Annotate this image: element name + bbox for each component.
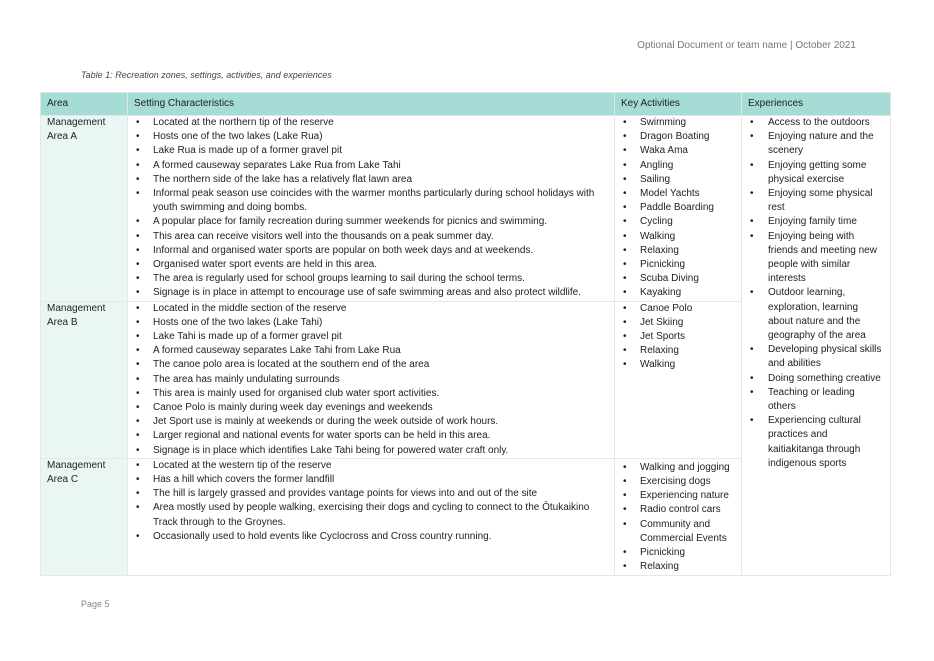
experiences-cell xyxy=(742,116,891,576)
experience-item: • Enjoying some physical rest xyxy=(748,187,884,215)
setting-item: • Has a hill which covers the former landfill xyxy=(134,473,608,487)
setting-item: • Informal peak season use coincides with the warmer months particularly during school holidays with youth swimming and doing bombs. xyxy=(134,187,608,215)
setting-item: • Signage is in place in attempt to encourage use of safe swimming areas and also protect wildlife. xyxy=(134,286,608,300)
activities-list xyxy=(621,302,735,373)
area-label: Management Area B xyxy=(47,302,106,328)
activity-item: • Relaxing xyxy=(621,344,735,358)
experience-item: • Enjoying family time xyxy=(748,215,884,229)
activities-cell xyxy=(615,458,742,575)
activity-item: • Cycling xyxy=(621,215,735,229)
setting-item: • Area mostly used by people walking, exercising their dogs and cycling to connect to the Ōtukaikino Track through to the Groynes. xyxy=(134,501,608,529)
table-header-row xyxy=(41,93,891,116)
activity-item: • Relaxing xyxy=(621,560,735,574)
activity-item: • Walking and jogging xyxy=(621,461,735,475)
setting-item: • The area is regularly used for school groups learning to sail during the school terms. xyxy=(134,272,608,286)
document-header: Optional Document or team name | October 2021 xyxy=(637,40,856,51)
experience-item: • Enjoying being with friends and meeting new people with similar interests xyxy=(748,230,884,287)
activity-item: • Picnicking xyxy=(621,258,735,272)
activity-item: • Canoe Polo xyxy=(621,302,735,316)
settings-cell xyxy=(128,458,615,575)
setting-item: • Informal and organised water sports are popular on both week days and at weekends. xyxy=(134,244,608,258)
activity-item: • Jet Sports xyxy=(621,330,735,344)
activities-cell xyxy=(615,116,742,302)
activities-cell xyxy=(615,301,742,458)
setting-item: • This area can receive visitors well into the thousands on a peak summer day. xyxy=(134,230,608,244)
header-setting-characteristics: Setting Characteristics xyxy=(128,93,615,116)
area-cell xyxy=(41,458,128,575)
activity-item: • Walking xyxy=(621,358,735,372)
activity-item: • Radio control cars xyxy=(621,503,735,517)
activity-item: • Jet Skiing xyxy=(621,316,735,330)
activity-item: • Relaxing xyxy=(621,244,735,258)
area-label: Management Area C xyxy=(47,459,106,486)
recreation-table xyxy=(40,92,891,576)
activity-item: • Picnicking xyxy=(621,546,735,560)
experience-item: • Enjoying getting some physical exercise xyxy=(748,159,884,187)
setting-item: • A formed causeway separates Lake Rua from Lake Tahi xyxy=(134,159,608,173)
setting-item: • Jet Sport use is mainly at weekends or during the week outside of work hours. xyxy=(134,415,608,429)
activity-item: • Kayaking xyxy=(621,286,735,300)
activity-item: • Exercising dogs xyxy=(621,475,735,489)
setting-item: • Lake Rua is made up of a former gravel pit xyxy=(134,144,608,158)
experience-item: • Outdoor learning, exploration, learning about nature and the geography of the area xyxy=(748,286,884,343)
experience-item: • Developing physical skills and abilities xyxy=(748,343,884,371)
activity-item: • Waka Ama xyxy=(621,144,735,158)
setting-item: • The area has mainly undulating surrounds xyxy=(134,373,608,387)
experiences-list xyxy=(748,116,884,471)
activities-list xyxy=(621,116,735,301)
activity-item: • Experiencing nature xyxy=(621,489,735,503)
setting-item: • Located at the northern tip of the reserve xyxy=(134,116,608,130)
table-caption: Table 1: Recreation zones, settings, activities, and experiences xyxy=(81,70,332,80)
activities-list xyxy=(621,459,735,575)
setting-item: • Larger regional and national events for water sports can be held in this area. xyxy=(134,429,608,443)
table-body xyxy=(41,116,891,576)
experience-item: • Experiencing cultural practices and kaitiakitanga through indigenous sports xyxy=(748,414,884,471)
settings-list xyxy=(134,459,608,544)
page-number: Page 5 xyxy=(81,599,110,609)
settings-list xyxy=(134,302,608,458)
activity-item: • Model Yachts xyxy=(621,187,735,201)
setting-item: • This area is mainly used for organised club water sport activities. xyxy=(134,387,608,401)
setting-item: • Hosts one of the two lakes (Lake Tahi) xyxy=(134,316,608,330)
activity-item: • Dragon Boating xyxy=(621,130,735,144)
setting-item: • Canoe Polo is mainly during week day evenings and weekends xyxy=(134,401,608,415)
activity-item: • Angling xyxy=(621,159,735,173)
setting-item: • Hosts one of the two lakes (Lake Rua) xyxy=(134,130,608,144)
setting-item: • A popular place for family recreation during summer weekends for picnics and swimming. xyxy=(134,215,608,229)
area-cell xyxy=(41,116,128,302)
experience-item: • Access to the outdoors xyxy=(748,116,884,130)
setting-item: • Located in the middle section of the reserve xyxy=(134,302,608,316)
area-label: Management Area A xyxy=(47,117,106,143)
setting-item: • Lake Tahi is made up of a former gravel pit xyxy=(134,330,608,344)
setting-item: • Signage is in place which identifies Lake Tahi being for powered water craft only. xyxy=(134,444,608,458)
area-cell xyxy=(41,301,128,458)
settings-list xyxy=(134,116,608,301)
activity-item: • Scuba Diving xyxy=(621,272,735,286)
activity-item: • Community and Commercial Events xyxy=(621,518,735,546)
setting-item: • The hill is largely grassed and provides vantage points for views into and out of the site xyxy=(134,487,608,501)
setting-item: • Located at the western tip of the reserve xyxy=(134,459,608,473)
experience-item: • Teaching or leading others xyxy=(748,386,884,414)
settings-cell xyxy=(128,116,615,302)
setting-item: • The northern side of the lake has a relatively flat lawn area xyxy=(134,173,608,187)
experience-item: • Enjoying nature and the scenery xyxy=(748,130,884,158)
header-experiences: Experiences xyxy=(742,93,891,116)
activity-item: • Paddle Boarding xyxy=(621,201,735,215)
setting-item: • Occasionally used to hold events like Cyclocross and Cross country running. xyxy=(134,530,608,544)
setting-item: • Organised water sport events are held in this area. xyxy=(134,258,608,272)
activity-item: • Walking xyxy=(621,230,735,244)
activity-item: • Sailing xyxy=(621,173,735,187)
activity-item: • Swimming xyxy=(621,116,735,130)
header-area: Area xyxy=(41,93,128,116)
header-key-activities: Key Activities xyxy=(615,93,742,116)
table-row xyxy=(41,116,891,302)
settings-cell xyxy=(128,301,615,458)
setting-item: • A formed causeway separates Lake Tahi from Lake Rua xyxy=(134,344,608,358)
experience-item: • Doing something creative xyxy=(748,372,884,386)
setting-item: • The canoe polo area is located at the southern end of the area xyxy=(134,358,608,372)
